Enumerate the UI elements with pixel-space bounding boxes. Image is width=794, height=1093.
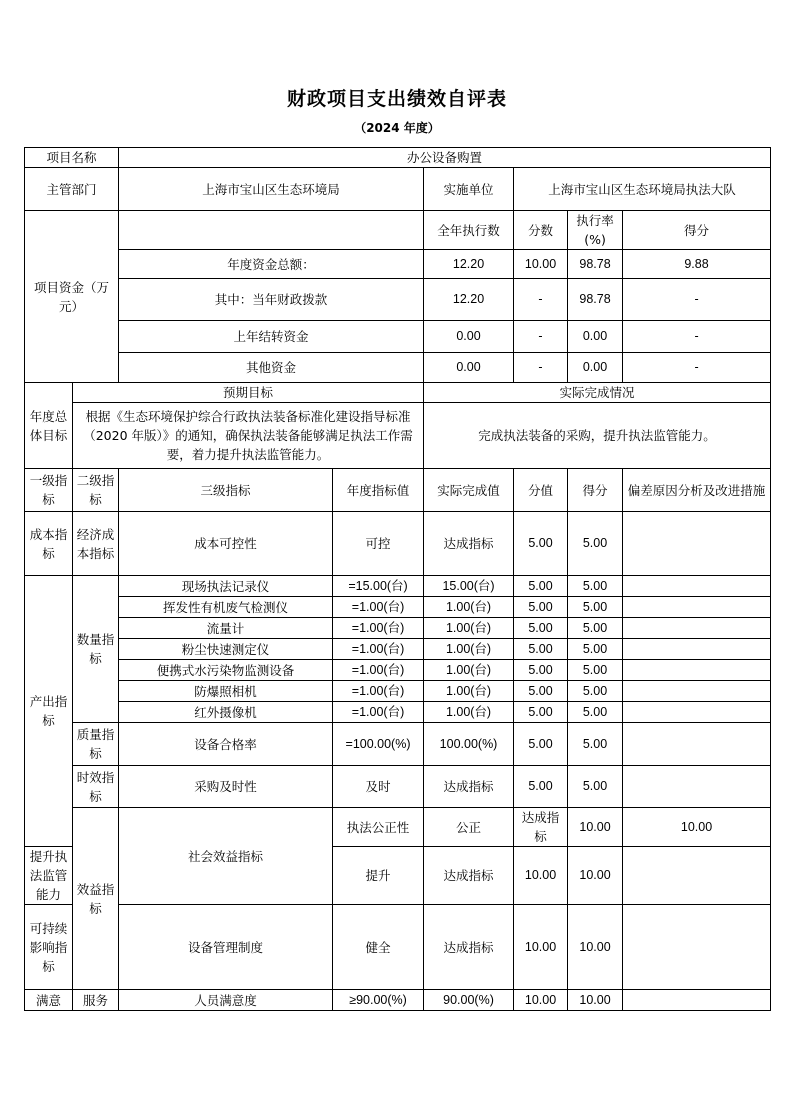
project-name-row <box>25 148 771 168</box>
dept-label: 主管部门 <box>25 168 119 211</box>
funds-cell: - <box>623 321 771 353</box>
indicator-weight: 5.00 <box>514 702 568 723</box>
indicator-header: 三级指标 <box>119 469 333 512</box>
indicator-note <box>623 512 771 576</box>
indicator-target: 公正 <box>424 808 514 847</box>
indicator-header: 年度指标值 <box>333 469 424 512</box>
subgroup-social: 社会效益指标 <box>119 808 333 905</box>
indicator-note <box>623 990 771 1011</box>
indicator-score: 5.00 <box>568 681 623 702</box>
indicator-target: =1.00(台) <box>333 660 424 681</box>
funds-cell: 98.78 <box>568 279 623 321</box>
indicator-name: 设备合格率 <box>119 723 333 766</box>
subgroup-quantity: 数量指标 <box>73 576 119 723</box>
funds-cell: - <box>514 353 568 383</box>
indicator-row <box>25 618 771 639</box>
indicator-actual: 达成指标 <box>424 847 514 905</box>
indicator-actual: 达成指标 <box>424 512 514 576</box>
indicator-row <box>25 681 771 702</box>
indicator-actual: 100.00(%) <box>424 723 514 766</box>
indicator-weight: 5.00 <box>514 639 568 660</box>
actual-goal: 完成执法装备的采购，提升执法监管能力。 <box>424 403 771 469</box>
project-name: 办公设备购置 <box>119 148 771 168</box>
actual-goal-label: 实际完成情况 <box>424 383 771 403</box>
indicator-target: 提升 <box>333 847 424 905</box>
indicator-score: 5.00 <box>568 660 623 681</box>
indicator-actual: 90.00(%) <box>424 990 514 1011</box>
indicator-note <box>623 702 771 723</box>
indicator-row <box>25 990 771 1011</box>
indicator-note <box>623 847 771 905</box>
subgroup-service: 服务 <box>73 990 119 1011</box>
group-satisfaction: 满意 <box>25 990 73 1011</box>
indicator-row <box>25 512 771 576</box>
goals-content-row <box>25 403 771 469</box>
group-benefit: 效益指标 <box>73 808 119 990</box>
indicator-target: ≥90.00(%) <box>333 990 424 1011</box>
indicator-actual: 1.00(台) <box>424 639 514 660</box>
indicator-weight: 10.00 <box>568 808 623 847</box>
indicator-note <box>623 576 771 597</box>
indicator-score: 5.00 <box>568 597 623 618</box>
dept-row <box>25 168 771 211</box>
indicator-weight: 5.00 <box>514 512 568 576</box>
funds-cell: 0.00 <box>424 353 514 383</box>
funds-row-label: 年度资金总额： <box>119 250 424 279</box>
indicator-actual: 1.00(台) <box>424 681 514 702</box>
indicator-header-row <box>25 469 771 512</box>
indicator-actual: 1.00(台) <box>424 660 514 681</box>
indicator-score: 5.00 <box>568 702 623 723</box>
indicator-note <box>623 723 771 766</box>
indicator-note <box>623 639 771 660</box>
indicator-row <box>25 639 771 660</box>
indicator-target: =1.00(台) <box>333 702 424 723</box>
indicator-actual: 15.00(台) <box>424 576 514 597</box>
funds-cell: - <box>623 279 771 321</box>
unit-value: 上海市宝山区生态环境局执法大队 <box>514 168 771 211</box>
indicator-name: 人员满意度 <box>119 990 333 1011</box>
indicator-target: =15.00(台) <box>333 576 424 597</box>
indicator-weight: 5.00 <box>514 681 568 702</box>
funds-header: 分数 <box>514 211 568 250</box>
indicator-actual: 达成指标 <box>424 905 514 990</box>
indicator-row <box>25 597 771 618</box>
indicator-weight: 5.00 <box>514 576 568 597</box>
funds-row-label: 其他资金 <box>119 353 424 383</box>
indicator-name: 防爆照相机 <box>119 681 333 702</box>
indicator-row <box>25 723 771 766</box>
indicator-weight: 10.00 <box>514 847 568 905</box>
indicator-weight: 10.00 <box>514 905 568 990</box>
funds-header-row <box>25 211 771 250</box>
indicator-target: =1.00(台) <box>333 639 424 660</box>
indicator-name: 采购及时性 <box>119 766 333 808</box>
indicator-score: 10.00 <box>568 905 623 990</box>
subgroup-quality: 质量指标 <box>73 723 119 766</box>
goals-label: 年度总体目标 <box>25 383 73 469</box>
unit-label: 实施单位 <box>424 168 514 211</box>
funds-cell: 10.00 <box>514 250 568 279</box>
indicator-note <box>623 766 771 808</box>
indicator-weight: 10.00 <box>514 990 568 1011</box>
indicator-name: 便携式水污染物监测设备 <box>119 660 333 681</box>
indicator-score: 10.00 <box>623 808 771 847</box>
funds-cell: - <box>623 353 771 383</box>
indicator-note <box>623 597 771 618</box>
indicator-score: 5.00 <box>568 723 623 766</box>
indicator-header: 一级指标 <box>25 469 73 512</box>
group-cost: 成本指标 <box>25 512 73 576</box>
funds-cell: 0.00 <box>568 353 623 383</box>
funds-row-label: 其中：当年财政拨款 <box>119 279 424 321</box>
indicator-score: 5.00 <box>568 576 623 597</box>
indicator-row <box>25 808 771 847</box>
funds-cell: 0.00 <box>568 321 623 353</box>
funds-header: 全年执行数 <box>424 211 514 250</box>
indicator-target: =1.00(台) <box>333 618 424 639</box>
indicator-weight: 5.00 <box>514 766 568 808</box>
report-year: （2024 年度） <box>354 121 440 135</box>
indicator-actual: 达成指标 <box>514 808 568 847</box>
funds-cell: - <box>514 279 568 321</box>
indicator-actual: 1.00(台) <box>424 702 514 723</box>
indicator-note <box>623 905 771 990</box>
indicator-score: 5.00 <box>568 512 623 576</box>
page-title: 财政项目支出绩效自评表 <box>286 88 507 110</box>
indicator-note <box>623 681 771 702</box>
indicator-header: 二级指标 <box>73 469 119 512</box>
performance-table <box>24 147 771 1011</box>
indicator-score: 5.00 <box>568 766 623 808</box>
indicator-target: 健全 <box>333 905 424 990</box>
indicator-name: 红外摄像机 <box>119 702 333 723</box>
indicator-target: 可控 <box>333 512 424 576</box>
expected-goal-label: 预期目标 <box>73 383 424 403</box>
indicator-actual: 1.00(台) <box>424 618 514 639</box>
funds-cell: 12.20 <box>424 279 514 321</box>
funds-cell: - <box>514 321 568 353</box>
indicator-header: 实际完成值 <box>424 469 514 512</box>
funds-row <box>25 250 771 279</box>
subgroup-timeliness: 时效指标 <box>73 766 119 808</box>
funds-cell: 12.20 <box>424 250 514 279</box>
funds-cell: 9.88 <box>623 250 771 279</box>
dept-value: 上海市宝山区生态环境局 <box>119 168 424 211</box>
group-output: 产出指标 <box>25 576 73 847</box>
expected-goal: 根据《生态环境保护综合行政执法装备标准化建设指导标准（2020 年版）》的通知，确保执法装备能够满足执法工作需要，着力提升执法监管能力。 <box>73 403 424 469</box>
indicator-score: 5.00 <box>568 618 623 639</box>
indicator-name: 提升执法监管能力 <box>25 847 73 905</box>
funds-row <box>25 353 771 383</box>
indicator-weight: 5.00 <box>514 660 568 681</box>
funds-header-empty <box>119 211 424 250</box>
indicator-weight: 5.00 <box>514 618 568 639</box>
funds-row <box>25 321 771 353</box>
subgroup-sustain: 可持续影响指标 <box>25 905 73 990</box>
indicator-name: 挥发性有机废气检测仪 <box>119 597 333 618</box>
subgroup-econ-cost: 经济成本指标 <box>73 512 119 576</box>
indicator-weight: 5.00 <box>514 597 568 618</box>
funds-label: 项目资金（万元） <box>25 211 119 383</box>
indicator-actual: 达成指标 <box>424 766 514 808</box>
funds-header: 得分 <box>623 211 771 250</box>
indicator-target: =1.00(台) <box>333 597 424 618</box>
indicator-name: 粉尘快速测定仪 <box>119 639 333 660</box>
indicator-header: 分值 <box>514 469 568 512</box>
funds-header: 执行率(%) <box>568 211 623 250</box>
indicator-score: 10.00 <box>568 990 623 1011</box>
funds-row <box>25 279 771 321</box>
indicator-target: =1.00(台) <box>333 681 424 702</box>
indicator-name: 流量计 <box>119 618 333 639</box>
goals-header-row <box>25 383 771 403</box>
funds-row-label: 上年结转资金 <box>119 321 424 353</box>
indicator-header: 偏差原因分析及改进措施 <box>623 469 771 512</box>
indicator-note <box>623 660 771 681</box>
project-name-label: 项目名称 <box>25 148 119 168</box>
indicator-weight: 5.00 <box>514 723 568 766</box>
indicator-row <box>25 905 771 990</box>
indicator-name: 执法公正性 <box>333 808 424 847</box>
funds-cell: 0.00 <box>424 321 514 353</box>
indicator-note <box>623 618 771 639</box>
indicator-row <box>25 702 771 723</box>
funds-cell: 98.78 <box>568 250 623 279</box>
indicator-name: 现场执法记录仪 <box>119 576 333 597</box>
indicator-row <box>25 766 771 808</box>
indicator-score: 5.00 <box>568 639 623 660</box>
indicator-name: 成本可控性 <box>119 512 333 576</box>
indicator-name: 设备管理制度 <box>119 905 333 990</box>
indicator-header: 得分 <box>568 469 623 512</box>
indicator-target: 及时 <box>333 766 424 808</box>
indicator-score: 10.00 <box>568 847 623 905</box>
indicator-target: =100.00(%) <box>333 723 424 766</box>
indicator-row <box>25 660 771 681</box>
indicator-actual: 1.00(台) <box>424 597 514 618</box>
indicator-row <box>25 576 771 597</box>
